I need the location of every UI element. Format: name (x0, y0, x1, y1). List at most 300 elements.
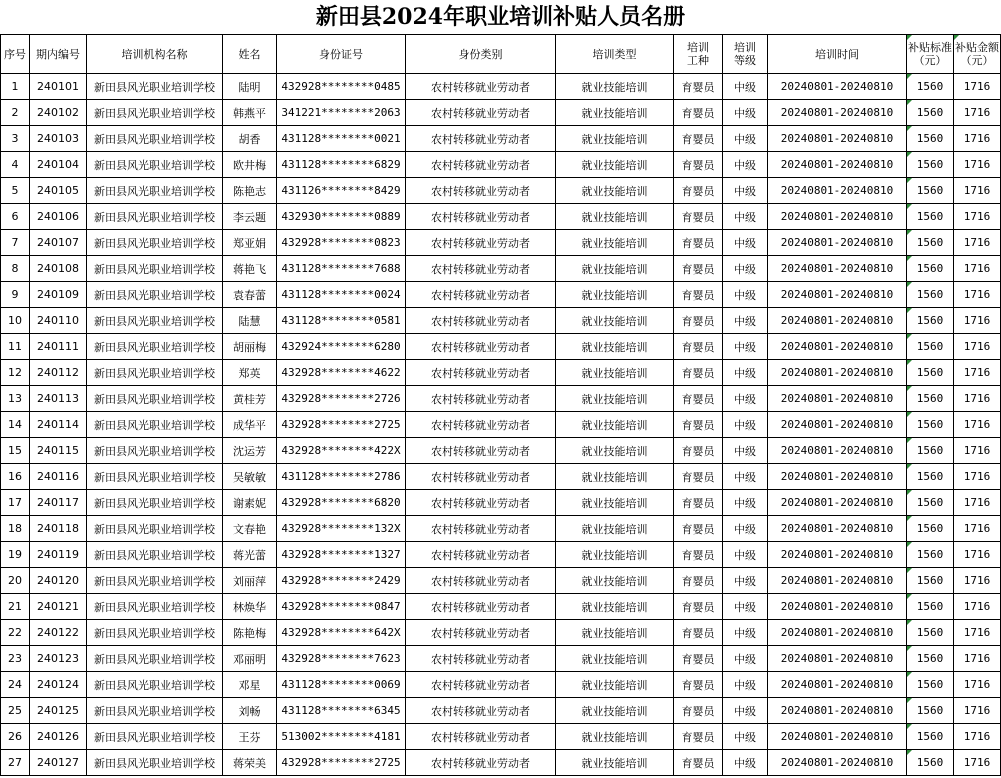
cell-id-no: 432928********2429 (277, 568, 406, 594)
cell-period: 20240801-20240810 (768, 490, 907, 516)
cell-id-no: 432928********2726 (277, 386, 406, 412)
cell-seq: 5 (1, 178, 30, 204)
cell-subsidy-standard: 1560 (907, 74, 954, 100)
cell-period: 20240801-20240810 (768, 620, 907, 646)
cell-period-no: 240117 (30, 490, 87, 516)
cell-level: 中级 (723, 412, 768, 438)
cell-level: 中级 (723, 568, 768, 594)
cell-period: 20240801-20240810 (768, 230, 907, 256)
cell-subsidy-amount: 1716 (954, 750, 1001, 776)
cell-institution: 新田县风光职业培训学校 (87, 672, 223, 698)
cell-id-no: 432928********2725 (277, 412, 406, 438)
cell-subsidy-amount: 1716 (954, 620, 1001, 646)
cell-train-type: 就业技能培训 (556, 464, 674, 490)
cell-train-type: 就业技能培训 (556, 74, 674, 100)
table-row (1, 230, 1001, 256)
cell-seq: 14 (1, 412, 30, 438)
cell-level: 中级 (723, 152, 768, 178)
cell-trade: 育婴员 (674, 698, 723, 724)
cell-period: 20240801-20240810 (768, 360, 907, 386)
cell-subsidy-standard: 1560 (907, 568, 954, 594)
cell-subsidy-amount: 1716 (954, 152, 1001, 178)
cell-period: 20240801-20240810 (768, 282, 907, 308)
cell-level: 中级 (723, 126, 768, 152)
cell-train-type: 就业技能培训 (556, 724, 674, 750)
cell-institution: 新田县风光职业培训学校 (87, 412, 223, 438)
cell-subsidy-standard: 1560 (907, 516, 954, 542)
header-id-type: 身份类别 (406, 35, 556, 74)
cell-train-type: 就业技能培训 (556, 438, 674, 464)
cell-period-no: 240105 (30, 178, 87, 204)
cell-institution: 新田县风光职业培训学校 (87, 594, 223, 620)
cell-train-type: 就业技能培训 (556, 204, 674, 230)
cell-seq: 22 (1, 620, 30, 646)
cell-institution: 新田县风光职业培训学校 (87, 386, 223, 412)
cell-subsidy-standard: 1560 (907, 152, 954, 178)
cell-period-no: 240111 (30, 334, 87, 360)
table-row (1, 386, 1001, 412)
cell-period-no: 240126 (30, 724, 87, 750)
cell-name: 林焕华 (223, 594, 277, 620)
cell-name: 欧井梅 (223, 152, 277, 178)
table-row (1, 698, 1001, 724)
cell-institution: 新田县风光职业培训学校 (87, 698, 223, 724)
cell-period: 20240801-20240810 (768, 334, 907, 360)
cell-id-type: 农村转移就业劳动者 (406, 334, 556, 360)
cell-trade: 育婴员 (674, 282, 723, 308)
cell-institution: 新田县风光职业培训学校 (87, 126, 223, 152)
cell-id-no: 432928********1327 (277, 542, 406, 568)
cell-institution: 新田县风光职业培训学校 (87, 334, 223, 360)
cell-subsidy-standard: 1560 (907, 464, 954, 490)
cell-subsidy-standard: 1560 (907, 412, 954, 438)
cell-subsidy-standard: 1560 (907, 490, 954, 516)
cell-institution: 新田县风光职业培训学校 (87, 438, 223, 464)
cell-id-type: 农村转移就业劳动者 (406, 100, 556, 126)
cell-institution: 新田县风光职业培训学校 (87, 724, 223, 750)
cell-period: 20240801-20240810 (768, 126, 907, 152)
cell-train-type: 就业技能培训 (556, 178, 674, 204)
cell-subsidy-amount: 1716 (954, 282, 1001, 308)
cell-period: 20240801-20240810 (768, 308, 907, 334)
cell-id-type: 农村转移就业劳动者 (406, 74, 556, 100)
cell-seq: 2 (1, 100, 30, 126)
cell-level: 中级 (723, 516, 768, 542)
cell-train-type: 就业技能培训 (556, 412, 674, 438)
cell-subsidy-amount: 1716 (954, 568, 1001, 594)
cell-period-no: 240106 (30, 204, 87, 230)
cell-id-type: 农村转移就业劳动者 (406, 750, 556, 776)
cell-train-type: 就业技能培训 (556, 542, 674, 568)
cell-trade: 育婴员 (674, 620, 723, 646)
cell-id-no: 432928********0847 (277, 594, 406, 620)
table-body (1, 74, 1001, 776)
cell-period: 20240801-20240810 (768, 594, 907, 620)
cell-id-no: 431128********7688 (277, 256, 406, 282)
cell-train-type: 就业技能培训 (556, 568, 674, 594)
cell-subsidy-amount: 1716 (954, 230, 1001, 256)
cell-trade: 育婴员 (674, 100, 723, 126)
cell-period-no: 240119 (30, 542, 87, 568)
cell-seq: 21 (1, 594, 30, 620)
cell-subsidy-standard: 1560 (907, 724, 954, 750)
cell-level: 中级 (723, 438, 768, 464)
cell-name: 陈艳志 (223, 178, 277, 204)
cell-subsidy-standard: 1560 (907, 334, 954, 360)
table-row (1, 568, 1001, 594)
cell-institution: 新田县风光职业培训学校 (87, 256, 223, 282)
cell-trade: 育婴员 (674, 672, 723, 698)
table-row (1, 178, 1001, 204)
cell-seq: 18 (1, 516, 30, 542)
cell-seq: 6 (1, 204, 30, 230)
cell-trade: 育婴员 (674, 74, 723, 100)
cell-trade: 育婴员 (674, 230, 723, 256)
cell-train-type: 就业技能培训 (556, 594, 674, 620)
cell-id-no: 431128********0024 (277, 282, 406, 308)
cell-seq: 15 (1, 438, 30, 464)
table-row (1, 672, 1001, 698)
cell-id-type: 农村转移就业劳动者 (406, 516, 556, 542)
cell-level: 中级 (723, 386, 768, 412)
cell-institution: 新田县风光职业培训学校 (87, 490, 223, 516)
cell-period: 20240801-20240810 (768, 568, 907, 594)
cell-seq: 16 (1, 464, 30, 490)
cell-period: 20240801-20240810 (768, 178, 907, 204)
cell-period-no: 240127 (30, 750, 87, 776)
cell-id-no: 431128********6345 (277, 698, 406, 724)
cell-train-type: 就业技能培训 (556, 516, 674, 542)
cell-subsidy-amount: 1716 (954, 308, 1001, 334)
cell-subsidy-amount: 1716 (954, 698, 1001, 724)
cell-period: 20240801-20240810 (768, 152, 907, 178)
cell-id-type: 农村转移就业劳动者 (406, 412, 556, 438)
table-row (1, 750, 1001, 776)
cell-subsidy-standard: 1560 (907, 698, 954, 724)
cell-seq: 11 (1, 334, 30, 360)
cell-train-type: 就业技能培训 (556, 100, 674, 126)
cell-seq: 17 (1, 490, 30, 516)
cell-period-no: 240116 (30, 464, 87, 490)
cell-subsidy-amount: 1716 (954, 360, 1001, 386)
cell-id-type: 农村转移就业劳动者 (406, 178, 556, 204)
cell-subsidy-amount: 1716 (954, 438, 1001, 464)
cell-institution: 新田县风光职业培训学校 (87, 568, 223, 594)
cell-level: 中级 (723, 334, 768, 360)
cell-institution: 新田县风光职业培训学校 (87, 100, 223, 126)
cell-period: 20240801-20240810 (768, 516, 907, 542)
cell-name: 袁春蕾 (223, 282, 277, 308)
table-row (1, 308, 1001, 334)
cell-name: 成华平 (223, 412, 277, 438)
cell-trade: 育婴员 (674, 490, 723, 516)
cell-trade: 育婴员 (674, 646, 723, 672)
cell-institution: 新田县风光职业培训学校 (87, 360, 223, 386)
cell-seq: 4 (1, 152, 30, 178)
cell-institution: 新田县风光职业培训学校 (87, 178, 223, 204)
cell-subsidy-standard: 1560 (907, 594, 954, 620)
cell-id-no: 431128********2786 (277, 464, 406, 490)
cell-name: 文春艳 (223, 516, 277, 542)
header-period-no: 期内编号 (30, 35, 87, 74)
header-period: 培训时间 (768, 35, 907, 74)
cell-subsidy-amount: 1716 (954, 464, 1001, 490)
cell-id-type: 农村转移就业劳动者 (406, 464, 556, 490)
table-row (1, 256, 1001, 282)
cell-period-no: 240102 (30, 100, 87, 126)
cell-id-type: 农村转移就业劳动者 (406, 594, 556, 620)
cell-trade: 育婴员 (674, 178, 723, 204)
table-row (1, 620, 1001, 646)
cell-seq: 10 (1, 308, 30, 334)
cell-trade: 育婴员 (674, 204, 723, 230)
cell-seq: 13 (1, 386, 30, 412)
cell-id-no: 432928********422X (277, 438, 406, 464)
cell-trade: 育婴员 (674, 438, 723, 464)
cell-seq: 8 (1, 256, 30, 282)
cell-train-type: 就业技能培训 (556, 750, 674, 776)
cell-train-type: 就业技能培训 (556, 230, 674, 256)
cell-level: 中级 (723, 204, 768, 230)
cell-period: 20240801-20240810 (768, 542, 907, 568)
cell-subsidy-amount: 1716 (954, 542, 1001, 568)
cell-id-no: 513002********4181 (277, 724, 406, 750)
cell-id-type: 农村转移就业劳动者 (406, 282, 556, 308)
header-institution: 培训机构名称 (87, 35, 223, 74)
cell-subsidy-amount: 1716 (954, 178, 1001, 204)
cell-period: 20240801-20240810 (768, 698, 907, 724)
cell-subsidy-standard: 1560 (907, 646, 954, 672)
cell-train-type: 就业技能培训 (556, 360, 674, 386)
cell-subsidy-amount: 1716 (954, 204, 1001, 230)
cell-id-type: 农村转移就业劳动者 (406, 256, 556, 282)
cell-subsidy-amount: 1716 (954, 490, 1001, 516)
cell-id-no: 341221********2063 (277, 100, 406, 126)
cell-period: 20240801-20240810 (768, 464, 907, 490)
table-row (1, 100, 1001, 126)
cell-subsidy-amount: 1716 (954, 594, 1001, 620)
cell-subsidy-amount: 1716 (954, 126, 1001, 152)
cell-train-type: 就业技能培训 (556, 334, 674, 360)
header-train-type: 培训类型 (556, 35, 674, 74)
table-row (1, 490, 1001, 516)
cell-train-type: 就业技能培训 (556, 152, 674, 178)
cell-period-no: 240103 (30, 126, 87, 152)
cell-id-type: 农村转移就业劳动者 (406, 490, 556, 516)
cell-id-type: 农村转移就业劳动者 (406, 204, 556, 230)
cell-period: 20240801-20240810 (768, 646, 907, 672)
cell-period: 20240801-20240810 (768, 100, 907, 126)
cell-seq: 3 (1, 126, 30, 152)
cell-institution: 新田县风光职业培训学校 (87, 230, 223, 256)
table-header (1, 35, 1001, 74)
table-row (1, 334, 1001, 360)
cell-period: 20240801-20240810 (768, 724, 907, 750)
cell-train-type: 就业技能培训 (556, 126, 674, 152)
table-row (1, 542, 1001, 568)
cell-subsidy-amount: 1716 (954, 100, 1001, 126)
cell-institution: 新田县风光职业培训学校 (87, 282, 223, 308)
cell-train-type: 就业技能培训 (556, 308, 674, 334)
cell-level: 中级 (723, 282, 768, 308)
cell-trade: 育婴员 (674, 256, 723, 282)
cell-id-no: 431128********6829 (277, 152, 406, 178)
cell-institution: 新田县风光职业培训学校 (87, 516, 223, 542)
cell-trade: 育婴员 (674, 334, 723, 360)
cell-id-no: 432928********132X (277, 516, 406, 542)
cell-id-no: 432928********7623 (277, 646, 406, 672)
cell-subsidy-standard: 1560 (907, 230, 954, 256)
roster-table (0, 34, 1001, 776)
cell-name: 陆明 (223, 74, 277, 100)
cell-seq: 12 (1, 360, 30, 386)
cell-name: 沈运芳 (223, 438, 277, 464)
cell-name: 邓丽明 (223, 646, 277, 672)
cell-level: 中级 (723, 100, 768, 126)
cell-subsidy-standard: 1560 (907, 672, 954, 698)
cell-name: 郑亚娟 (223, 230, 277, 256)
cell-level: 中级 (723, 750, 768, 776)
table-row (1, 126, 1001, 152)
cell-name: 陈艳梅 (223, 620, 277, 646)
cell-id-no: 432928********0485 (277, 74, 406, 100)
cell-period: 20240801-20240810 (768, 74, 907, 100)
header-subsidy-amount: 补贴金额 （元） (954, 35, 1001, 74)
cell-subsidy-amount: 1716 (954, 256, 1001, 282)
cell-id-type: 农村转移就业劳动者 (406, 542, 556, 568)
cell-train-type: 就业技能培训 (556, 490, 674, 516)
cell-id-type: 农村转移就业劳动者 (406, 308, 556, 334)
document-title: 新田县2024年职业培训补贴人员名册 (315, 4, 686, 30)
cell-name: 蒋荣美 (223, 750, 277, 776)
cell-subsidy-standard: 1560 (907, 308, 954, 334)
cell-trade: 育婴员 (674, 516, 723, 542)
cell-trade: 育婴员 (674, 724, 723, 750)
cell-level: 中级 (723, 672, 768, 698)
cell-seq: 20 (1, 568, 30, 594)
header-trade: 培训 工种 (674, 35, 723, 74)
cell-level: 中级 (723, 464, 768, 490)
cell-name: 谢素妮 (223, 490, 277, 516)
table-row (1, 724, 1001, 750)
cell-seq: 24 (1, 672, 30, 698)
cell-trade: 育婴员 (674, 360, 723, 386)
cell-subsidy-amount: 1716 (954, 646, 1001, 672)
cell-institution: 新田县风光职业培训学校 (87, 620, 223, 646)
cell-subsidy-standard: 1560 (907, 256, 954, 282)
cell-name: 胡丽梅 (223, 334, 277, 360)
cell-trade: 育婴员 (674, 126, 723, 152)
cell-id-no: 432928********4622 (277, 360, 406, 386)
table-row (1, 646, 1001, 672)
cell-period-no: 240120 (30, 568, 87, 594)
cell-id-type: 农村转移就业劳动者 (406, 698, 556, 724)
table-row (1, 282, 1001, 308)
table-row (1, 412, 1001, 438)
cell-period-no: 240114 (30, 412, 87, 438)
cell-institution: 新田县风光职业培训学校 (87, 750, 223, 776)
cell-period: 20240801-20240810 (768, 438, 907, 464)
table-row (1, 594, 1001, 620)
header-row (1, 35, 1001, 74)
cell-subsidy-standard: 1560 (907, 282, 954, 308)
cell-id-type: 农村转移就业劳动者 (406, 360, 556, 386)
cell-period-no: 240112 (30, 360, 87, 386)
cell-period: 20240801-20240810 (768, 256, 907, 282)
cell-id-type: 农村转移就业劳动者 (406, 386, 556, 412)
cell-seq: 26 (1, 724, 30, 750)
cell-name: 陆慧 (223, 308, 277, 334)
cell-name: 胡香 (223, 126, 277, 152)
cell-train-type: 就业技能培训 (556, 256, 674, 282)
cell-id-no: 431128********0069 (277, 672, 406, 698)
cell-subsidy-amount: 1716 (954, 74, 1001, 100)
header-level: 培训 等级 (723, 35, 768, 74)
cell-level: 中级 (723, 724, 768, 750)
cell-level: 中级 (723, 74, 768, 100)
table-row (1, 516, 1001, 542)
cell-id-no: 432928********2725 (277, 750, 406, 776)
cell-train-type: 就业技能培训 (556, 672, 674, 698)
cell-period: 20240801-20240810 (768, 672, 907, 698)
cell-level: 中级 (723, 646, 768, 672)
cell-subsidy-amount: 1716 (954, 516, 1001, 542)
cell-institution: 新田县风光职业培训学校 (87, 74, 223, 100)
cell-name: 蒋光蕾 (223, 542, 277, 568)
cell-id-type: 农村转移就业劳动者 (406, 568, 556, 594)
cell-level: 中级 (723, 256, 768, 282)
cell-level: 中级 (723, 308, 768, 334)
cell-subsidy-standard: 1560 (907, 360, 954, 386)
cell-level: 中级 (723, 360, 768, 386)
cell-institution: 新田县风光职业培训学校 (87, 542, 223, 568)
cell-institution: 新田县风光职业培训学校 (87, 152, 223, 178)
cell-id-type: 农村转移就业劳动者 (406, 620, 556, 646)
cell-trade: 育婴员 (674, 412, 723, 438)
header-subsidy-standard: 补贴标准 （元） (907, 35, 954, 74)
cell-trade: 育婴员 (674, 594, 723, 620)
cell-period: 20240801-20240810 (768, 750, 907, 776)
cell-subsidy-amount: 1716 (954, 386, 1001, 412)
cell-seq: 25 (1, 698, 30, 724)
cell-trade: 育婴员 (674, 542, 723, 568)
cell-institution: 新田县风光职业培训学校 (87, 646, 223, 672)
table-row (1, 360, 1001, 386)
cell-period: 20240801-20240810 (768, 204, 907, 230)
cell-level: 中级 (723, 698, 768, 724)
header-id-no: 身份证号 (277, 35, 406, 74)
cell-id-no: 431128********0581 (277, 308, 406, 334)
cell-period: 20240801-20240810 (768, 386, 907, 412)
table-row (1, 204, 1001, 230)
cell-subsidy-standard: 1560 (907, 126, 954, 152)
cell-name: 王芬 (223, 724, 277, 750)
table-row (1, 464, 1001, 490)
cell-train-type: 就业技能培训 (556, 282, 674, 308)
cell-period-no: 240122 (30, 620, 87, 646)
cell-seq: 27 (1, 750, 30, 776)
cell-subsidy-standard: 1560 (907, 178, 954, 204)
cell-level: 中级 (723, 230, 768, 256)
cell-trade: 育婴员 (674, 386, 723, 412)
cell-level: 中级 (723, 490, 768, 516)
cell-name: 李云题 (223, 204, 277, 230)
cell-period-no: 240110 (30, 308, 87, 334)
cell-id-no: 431126********8429 (277, 178, 406, 204)
cell-subsidy-amount: 1716 (954, 412, 1001, 438)
cell-level: 中级 (723, 542, 768, 568)
cell-name: 蒋艳飞 (223, 256, 277, 282)
